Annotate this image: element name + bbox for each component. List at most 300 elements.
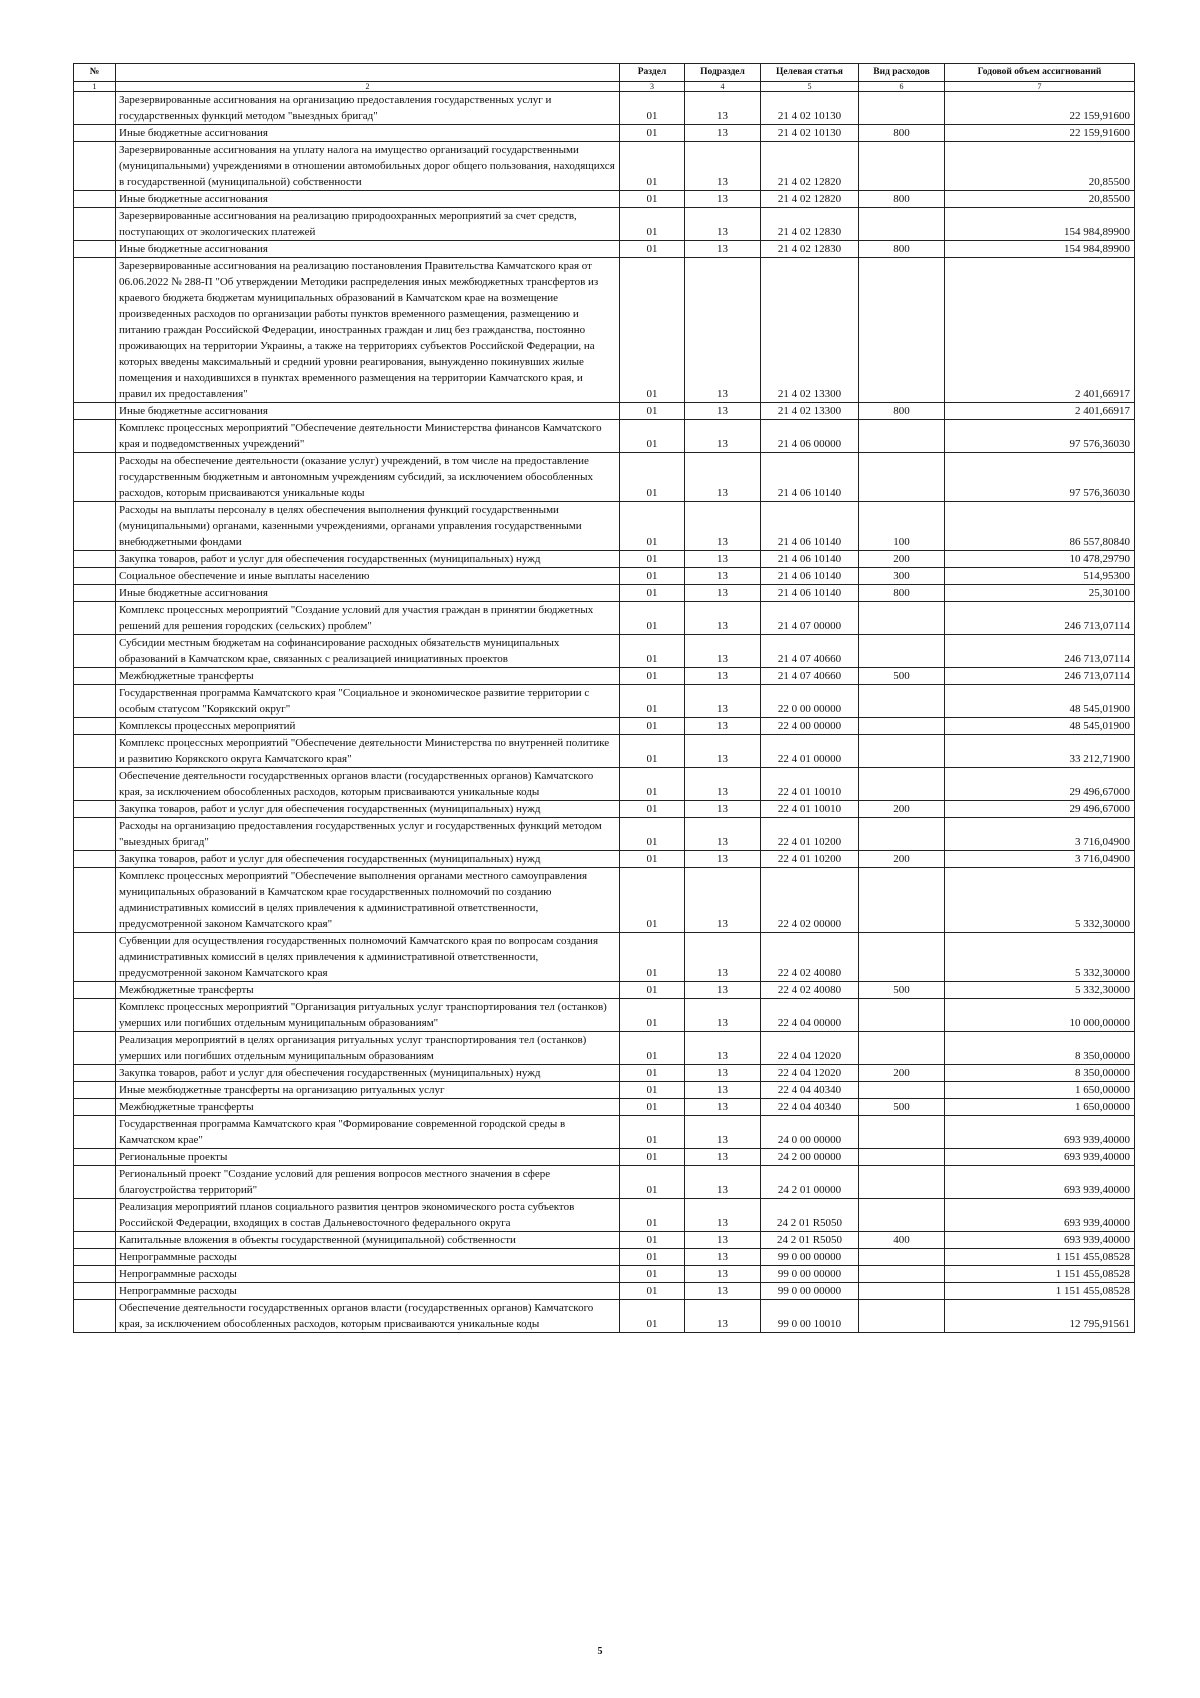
row-number-cell <box>74 142 116 191</box>
podrazdel-cell: 13 <box>685 1032 761 1065</box>
razdel-cell: 01 <box>620 635 685 668</box>
podrazdel-cell: 13 <box>685 191 761 208</box>
expense-type-cell: 300 <box>859 568 945 585</box>
razdel-cell: 01 <box>620 125 685 142</box>
table-row <box>74 1283 1135 1300</box>
row-number-cell <box>74 982 116 999</box>
target-article-cell: 24 0 00 00000 <box>761 1116 859 1149</box>
target-article-cell: 99 0 00 00000 <box>761 1283 859 1300</box>
razdel-cell: 01 <box>620 551 685 568</box>
target-article-cell: 21 4 07 00000 <box>761 602 859 635</box>
amount-cell: 514,95300 <box>945 568 1135 585</box>
row-number-cell <box>74 551 116 568</box>
razdel-cell: 01 <box>620 1082 685 1099</box>
podrazdel-cell: 13 <box>685 420 761 453</box>
row-number-cell <box>74 1249 116 1266</box>
row-number-cell <box>74 1166 116 1199</box>
razdel-cell: 01 <box>620 1166 685 1199</box>
expense-type-cell <box>859 868 945 933</box>
razdel-cell: 01 <box>620 735 685 768</box>
page-number: 5 <box>597 1646 603 1657</box>
expense-name-cell: Иные бюджетные ассигнования <box>116 585 620 602</box>
podrazdel-cell: 13 <box>685 718 761 735</box>
razdel-cell: 01 <box>620 420 685 453</box>
table-body <box>74 92 1135 1333</box>
podrazdel-cell: 13 <box>685 735 761 768</box>
amount-cell: 246 713,07114 <box>945 602 1135 635</box>
amount-cell: 97 576,36030 <box>945 420 1135 453</box>
amount-cell: 2 401,66917 <box>945 403 1135 420</box>
row-number-cell <box>74 258 116 403</box>
table-row <box>74 999 1135 1032</box>
table-row <box>74 851 1135 868</box>
amount-cell: 10 478,29790 <box>945 551 1135 568</box>
expense-name-cell: Зарезервированные ассигнования на организацию предоставления государственных услуг и государственных функций методом "выездных бригад" <box>116 92 620 125</box>
amount-cell: 22 159,91600 <box>945 92 1135 125</box>
podrazdel-cell: 13 <box>685 585 761 602</box>
target-article-cell: 21 4 07 40660 <box>761 635 859 668</box>
expense-type-cell <box>859 92 945 125</box>
table-row <box>74 768 1135 801</box>
table-row <box>74 142 1135 191</box>
row-number-cell <box>74 1065 116 1082</box>
razdel-cell: 01 <box>620 258 685 403</box>
amount-cell: 693 939,40000 <box>945 1232 1135 1249</box>
target-article-cell: 22 4 04 12020 <box>761 1065 859 1082</box>
amount-cell: 154 984,89900 <box>945 208 1135 241</box>
podrazdel-cell: 13 <box>685 933 761 982</box>
expense-type-cell <box>859 718 945 735</box>
razdel-cell: 01 <box>620 403 685 420</box>
table-row <box>74 1099 1135 1116</box>
budget-table-sheet <box>73 63 1134 1333</box>
table-row <box>74 818 1135 851</box>
expense-name-cell: Комплекс процессных мероприятий "Создание условий для участия граждан в принятии бюджетных решений для решения городских (сельских) проблем" <box>116 602 620 635</box>
target-article-cell: 22 4 01 10010 <box>761 801 859 818</box>
podrazdel-cell: 13 <box>685 1082 761 1099</box>
target-article-cell: 99 0 00 10010 <box>761 1300 859 1333</box>
expense-type-cell <box>859 602 945 635</box>
row-number-cell <box>74 92 116 125</box>
podrazdel-cell: 13 <box>685 1099 761 1116</box>
row-number-cell <box>74 420 116 453</box>
podrazdel-cell: 13 <box>685 551 761 568</box>
table-row <box>74 125 1135 142</box>
header-expense-type: Вид расходов <box>859 64 945 82</box>
table-row <box>74 1266 1135 1283</box>
expense-name-cell: Субвенции для осуществления государственных полномочий Камчатского края по вопросам создания административных комиссий в целях привлечения к административной ответственности, предусмотренной законом Камчатского края <box>116 933 620 982</box>
amount-cell: 97 576,36030 <box>945 453 1135 502</box>
razdel-cell: 01 <box>620 1065 685 1082</box>
podrazdel-cell: 13 <box>685 453 761 502</box>
expense-type-cell <box>859 1082 945 1099</box>
expense-type-cell <box>859 768 945 801</box>
expense-name-cell: Закупка товаров, работ и услуг для обеспечения государственных (муниципальных) нужд <box>116 551 620 568</box>
expense-name-cell: Комплекс процессных мероприятий "Организация ритуальных услуг транспортирования тел (останков) умерших или погибших отдельным муниципальным образованиям" <box>116 999 620 1032</box>
amount-cell: 1 151 455,08528 <box>945 1266 1135 1283</box>
podrazdel-cell: 13 <box>685 1116 761 1149</box>
header-podrazdel: Подраздел <box>685 64 761 82</box>
razdel-cell: 01 <box>620 142 685 191</box>
table-row <box>74 241 1135 258</box>
row-number-cell <box>74 685 116 718</box>
expense-type-cell <box>859 1166 945 1199</box>
razdel-cell: 01 <box>620 1266 685 1283</box>
expense-type-cell: 500 <box>859 1099 945 1116</box>
target-article-cell: 24 2 01 00000 <box>761 1166 859 1199</box>
header-target-article: Целевая статья <box>761 64 859 82</box>
header-annual-amount: Годовой объем ассигнований <box>945 64 1135 82</box>
target-article-cell: 22 4 04 40340 <box>761 1099 859 1116</box>
expense-name-cell: Межбюджетные трансферты <box>116 668 620 685</box>
table-row <box>74 801 1135 818</box>
expense-name-cell: Обеспечение деятельности государственных органов власти (государственных органов) Камчатского края, за исключением обособленных расходов, которым присваиваются уникальные коды <box>116 1300 620 1333</box>
table-row <box>74 1149 1135 1166</box>
podrazdel-cell: 13 <box>685 1249 761 1266</box>
row-number-cell <box>74 191 116 208</box>
razdel-cell: 01 <box>620 1283 685 1300</box>
amount-cell: 693 939,40000 <box>945 1199 1135 1232</box>
amount-cell: 3 716,04900 <box>945 818 1135 851</box>
column-number: 1 <box>74 82 116 92</box>
podrazdel-cell: 13 <box>685 92 761 125</box>
podrazdel-cell: 13 <box>685 502 761 551</box>
row-number-cell <box>74 502 116 551</box>
expense-type-cell <box>859 142 945 191</box>
expense-type-cell: 800 <box>859 403 945 420</box>
table-row <box>74 718 1135 735</box>
row-number-cell <box>74 125 116 142</box>
table-row <box>74 1082 1135 1099</box>
podrazdel-cell: 13 <box>685 1266 761 1283</box>
razdel-cell: 01 <box>620 685 685 718</box>
table-row <box>74 1199 1135 1232</box>
expense-type-cell: 800 <box>859 191 945 208</box>
target-article-cell: 21 4 06 10140 <box>761 551 859 568</box>
target-article-cell: 22 4 01 10200 <box>761 818 859 851</box>
row-number-cell <box>74 602 116 635</box>
razdel-cell: 01 <box>620 1300 685 1333</box>
amount-cell: 86 557,80840 <box>945 502 1135 551</box>
expense-type-cell <box>859 685 945 718</box>
expense-type-cell <box>859 1266 945 1283</box>
target-article-cell: 22 0 00 00000 <box>761 685 859 718</box>
expense-name-cell: Зарезервированные ассигнования на реализацию природоохранных мероприятий за счет средств, поступающих от экологических платежей <box>116 208 620 241</box>
target-article-cell: 24 2 00 00000 <box>761 1149 859 1166</box>
amount-cell: 20,85500 <box>945 142 1135 191</box>
target-article-cell: 21 4 06 10140 <box>761 502 859 551</box>
expense-name-cell: Иные бюджетные ассигнования <box>116 125 620 142</box>
expense-name-cell: Реализация мероприятий в целях организация ритуальных услуг транспортирования тел (останков) умерших или погибших отдельным муниципальным образованиям <box>116 1032 620 1065</box>
amount-cell: 1 151 455,08528 <box>945 1249 1135 1266</box>
table-row <box>74 635 1135 668</box>
row-number-cell <box>74 1232 116 1249</box>
razdel-cell: 01 <box>620 933 685 982</box>
expense-name-cell: Непрограммные расходы <box>116 1249 620 1266</box>
row-number-cell <box>74 668 116 685</box>
razdel-cell: 01 <box>620 982 685 999</box>
table-row <box>74 551 1135 568</box>
expense-name-cell: Комплекс процессных мероприятий "Обеспечение деятельности Министерства финансов Камчатского края и подведомственных учреждений" <box>116 420 620 453</box>
amount-cell: 154 984,89900 <box>945 241 1135 258</box>
target-article-cell: 21 4 06 10140 <box>761 453 859 502</box>
table-row <box>74 1032 1135 1065</box>
amount-cell: 693 939,40000 <box>945 1149 1135 1166</box>
table-row <box>74 208 1135 241</box>
podrazdel-cell: 13 <box>685 635 761 668</box>
razdel-cell: 01 <box>620 1149 685 1166</box>
amount-cell: 5 332,30000 <box>945 982 1135 999</box>
column-number-row <box>74 82 1135 92</box>
budget-allocation-table <box>73 63 1135 1333</box>
expense-type-cell: 800 <box>859 125 945 142</box>
table-row <box>74 1249 1135 1266</box>
row-number-cell <box>74 868 116 933</box>
target-article-cell: 22 4 01 10200 <box>761 851 859 868</box>
column-number: 2 <box>116 82 620 92</box>
expense-type-cell: 800 <box>859 241 945 258</box>
amount-cell: 8 350,00000 <box>945 1032 1135 1065</box>
amount-cell: 1 650,00000 <box>945 1082 1135 1099</box>
target-article-cell: 22 4 04 12020 <box>761 1032 859 1065</box>
podrazdel-cell: 13 <box>685 208 761 241</box>
podrazdel-cell: 13 <box>685 1283 761 1300</box>
table-header-row <box>74 64 1135 82</box>
expense-name-cell: Непрограммные расходы <box>116 1266 620 1283</box>
row-number-cell <box>74 1116 116 1149</box>
row-number-cell <box>74 999 116 1032</box>
target-article-cell: 22 4 01 10010 <box>761 768 859 801</box>
target-article-cell: 21 4 06 10140 <box>761 568 859 585</box>
expense-type-cell: 200 <box>859 851 945 868</box>
podrazdel-cell: 13 <box>685 818 761 851</box>
amount-cell: 22 159,91600 <box>945 125 1135 142</box>
expense-name-cell: Субсидии местным бюджетам на софинансирование расходных обязательств муниципальных образований в Камчатском крае, связанных с реализацией инициативных проектов <box>116 635 620 668</box>
target-article-cell: 22 4 01 00000 <box>761 735 859 768</box>
razdel-cell: 01 <box>620 668 685 685</box>
expense-name-cell: Региональные проекты <box>116 1149 620 1166</box>
target-article-cell: 99 0 00 00000 <box>761 1249 859 1266</box>
expense-type-cell <box>859 933 945 982</box>
podrazdel-cell: 13 <box>685 1232 761 1249</box>
table-row <box>74 420 1135 453</box>
razdel-cell: 01 <box>620 868 685 933</box>
expense-type-cell <box>859 999 945 1032</box>
razdel-cell: 01 <box>620 241 685 258</box>
expense-name-cell: Иные бюджетные ассигнования <box>116 241 620 258</box>
razdel-cell: 01 <box>620 718 685 735</box>
expense-type-cell <box>859 258 945 403</box>
amount-cell: 8 350,00000 <box>945 1065 1135 1082</box>
table-row <box>74 191 1135 208</box>
expense-name-cell: Расходы на выплаты персоналу в целях обеспечения выполнения функций государственными (муниципальными) органами, казенными учреждениями, органами управления государственными внебюджетными фондами <box>116 502 620 551</box>
podrazdel-cell: 13 <box>685 768 761 801</box>
expense-type-cell: 100 <box>859 502 945 551</box>
table-row <box>74 1300 1135 1333</box>
table-row <box>74 1065 1135 1082</box>
expense-name-cell: Иные бюджетные ассигнования <box>116 191 620 208</box>
razdel-cell: 01 <box>620 851 685 868</box>
amount-cell: 12 795,91561 <box>945 1300 1135 1333</box>
podrazdel-cell: 13 <box>685 568 761 585</box>
table-row <box>74 502 1135 551</box>
row-number-cell <box>74 635 116 668</box>
podrazdel-cell: 13 <box>685 1166 761 1199</box>
target-article-cell: 21 4 07 40660 <box>761 668 859 685</box>
target-article-cell: 21 4 02 10130 <box>761 92 859 125</box>
table-row <box>74 868 1135 933</box>
amount-cell: 20,85500 <box>945 191 1135 208</box>
expense-type-cell <box>859 1283 945 1300</box>
razdel-cell: 01 <box>620 191 685 208</box>
table-row <box>74 1166 1135 1199</box>
expense-type-cell: 200 <box>859 801 945 818</box>
expense-name-cell: Комплексы процессных мероприятий <box>116 718 620 735</box>
expense-name-cell: Закупка товаров, работ и услуг для обеспечения государственных (муниципальных) нужд <box>116 851 620 868</box>
column-number: 6 <box>859 82 945 92</box>
podrazdel-cell: 13 <box>685 125 761 142</box>
podrazdel-cell: 13 <box>685 868 761 933</box>
expense-name-cell: Зарезервированные ассигнования на уплату налога на имущество организаций государственными (муниципальными) учреждениями в отношении автомобильных дорог общего пользования, находящихся в государственной (муниципальной) собственности <box>116 142 620 191</box>
razdel-cell: 01 <box>620 502 685 551</box>
expense-type-cell: 200 <box>859 1065 945 1082</box>
expense-type-cell: 800 <box>859 585 945 602</box>
amount-cell: 25,30100 <box>945 585 1135 602</box>
row-number-cell <box>74 585 116 602</box>
podrazdel-cell: 13 <box>685 685 761 718</box>
amount-cell: 5 332,30000 <box>945 933 1135 982</box>
target-article-cell: 22 4 02 40080 <box>761 982 859 999</box>
expense-name-cell: Непрограммные расходы <box>116 1283 620 1300</box>
row-number-cell <box>74 1283 116 1300</box>
podrazdel-cell: 13 <box>685 668 761 685</box>
column-number: 4 <box>685 82 761 92</box>
amount-cell: 10 000,00000 <box>945 999 1135 1032</box>
table-row <box>74 403 1135 420</box>
podrazdel-cell: 13 <box>685 851 761 868</box>
target-article-cell: 22 4 02 00000 <box>761 868 859 933</box>
expense-name-cell: Комплекс процессных мероприятий "Обеспечение деятельности Министерства по внутренней политике и развитию Корякского округа Камчатского края" <box>116 735 620 768</box>
podrazdel-cell: 13 <box>685 982 761 999</box>
header-number: № <box>74 64 116 82</box>
expense-type-cell: 500 <box>859 982 945 999</box>
amount-cell: 693 939,40000 <box>945 1166 1135 1199</box>
row-number-cell <box>74 801 116 818</box>
row-number-cell <box>74 1300 116 1333</box>
expense-name-cell: Государственная программа Камчатского края "Формирование современной городской среды в Камчатском крае" <box>116 1116 620 1149</box>
podrazdel-cell: 13 <box>685 258 761 403</box>
table-row <box>74 602 1135 635</box>
row-number-cell <box>74 768 116 801</box>
target-article-cell: 24 2 01 R5050 <box>761 1199 859 1232</box>
amount-cell: 1 151 455,08528 <box>945 1283 1135 1300</box>
target-article-cell: 21 4 02 12830 <box>761 208 859 241</box>
amount-cell: 48 545,01900 <box>945 685 1135 718</box>
table-row <box>74 1116 1135 1149</box>
row-number-cell <box>74 933 116 982</box>
razdel-cell: 01 <box>620 1249 685 1266</box>
expense-name-cell: Закупка товаров, работ и услуг для обеспечения государственных (муниципальных) нужд <box>116 1065 620 1082</box>
row-number-cell <box>74 1082 116 1099</box>
expense-name-cell: Закупка товаров, работ и услуг для обеспечения государственных (муниципальных) нужд <box>116 801 620 818</box>
target-article-cell: 24 2 01 R5050 <box>761 1232 859 1249</box>
table-row <box>74 585 1135 602</box>
target-article-cell: 99 0 00 00000 <box>761 1266 859 1283</box>
amount-cell: 33 212,71900 <box>945 735 1135 768</box>
podrazdel-cell: 13 <box>685 999 761 1032</box>
expense-type-cell <box>859 1116 945 1149</box>
expense-name-cell: Расходы на обеспечение деятельности (оказание услуг) учреждений, в том числе на предоставление государственным бюджетным и автономным учреждениям субсидий, за исключением обособленных расходов, которым присваиваются уникальные коды <box>116 453 620 502</box>
target-article-cell: 21 4 02 12830 <box>761 241 859 258</box>
razdel-cell: 01 <box>620 453 685 502</box>
razdel-cell: 01 <box>620 1099 685 1116</box>
amount-cell: 29 496,67000 <box>945 801 1135 818</box>
target-article-cell: 21 4 02 13300 <box>761 258 859 403</box>
target-article-cell: 21 4 06 10140 <box>761 585 859 602</box>
row-number-cell <box>74 1199 116 1232</box>
target-article-cell: 21 4 02 12820 <box>761 191 859 208</box>
razdel-cell: 01 <box>620 208 685 241</box>
razdel-cell: 01 <box>620 602 685 635</box>
razdel-cell: 01 <box>620 585 685 602</box>
expense-type-cell <box>859 1199 945 1232</box>
podrazdel-cell: 13 <box>685 801 761 818</box>
row-number-cell <box>74 1099 116 1116</box>
row-number-cell <box>74 453 116 502</box>
razdel-cell: 01 <box>620 768 685 801</box>
table-row <box>74 453 1135 502</box>
table-row <box>74 668 1135 685</box>
razdel-cell: 01 <box>620 92 685 125</box>
row-number-cell <box>74 208 116 241</box>
amount-cell: 1 650,00000 <box>945 1099 1135 1116</box>
column-number: 3 <box>620 82 685 92</box>
expense-type-cell <box>859 1300 945 1333</box>
expense-type-cell <box>859 1032 945 1065</box>
expense-name-cell: Расходы на организацию предоставления государственных услуг и государственных функций методом "выездных бригад" <box>116 818 620 851</box>
amount-cell: 2 401,66917 <box>945 258 1135 403</box>
amount-cell: 29 496,67000 <box>945 768 1135 801</box>
target-article-cell: 21 4 02 12820 <box>761 142 859 191</box>
target-article-cell: 21 4 02 10130 <box>761 125 859 142</box>
target-article-cell: 22 4 00 00000 <box>761 718 859 735</box>
expense-type-cell: 500 <box>859 668 945 685</box>
podrazdel-cell: 13 <box>685 1065 761 1082</box>
expense-name-cell: Региональный проект "Создание условий для решения вопросов местного значения в сфере благоустройства территорий" <box>116 1166 620 1199</box>
table-row <box>74 1232 1135 1249</box>
row-number-cell <box>74 735 116 768</box>
expense-name-cell: Межбюджетные трансферты <box>116 1099 620 1116</box>
table-row <box>74 982 1135 999</box>
target-article-cell: 21 4 02 13300 <box>761 403 859 420</box>
amount-cell: 246 713,07114 <box>945 635 1135 668</box>
row-number-cell <box>74 241 116 258</box>
expense-name-cell: Иные бюджетные ассигнования <box>116 403 620 420</box>
table-row <box>74 258 1135 403</box>
expense-type-cell <box>859 208 945 241</box>
row-number-cell <box>74 851 116 868</box>
expense-name-cell: Зарезервированные ассигнования на реализацию постановления Правительства Камчатского края от 06.06.2022 № 288-П "Об утверждении Методики распределения иных межбюджетных трансфертов из краевого бюджета бюджетам муниципальных образований в Камчатском крае на возмещение произведенных расходов по организации работы пунктов временного размещения, размещению и питанию граждан Российской Федерации, иностранных граждан и лиц без гражданства, постоянно проживающих на территории Украины, а также на территориях субъектов Российской Федерации, на которых введены максимальный и средний уровни реагирования, вынужденно покинувших жилые помещения и находившихся в пунктах временного размещения на территории Камчатского края, и правил их предоставления" <box>116 258 620 403</box>
podrazdel-cell: 13 <box>685 403 761 420</box>
expense-name-cell: Обеспечение деятельности государственных органов власти (государственных органов) Камчатского края, за исключением обособленных расходов, которым присваиваются уникальные коды <box>116 768 620 801</box>
column-number: 7 <box>945 82 1135 92</box>
table-row <box>74 92 1135 125</box>
razdel-cell: 01 <box>620 801 685 818</box>
row-number-cell <box>74 568 116 585</box>
podrazdel-cell: 13 <box>685 1149 761 1166</box>
target-article-cell: 22 4 04 40340 <box>761 1082 859 1099</box>
razdel-cell: 01 <box>620 1199 685 1232</box>
